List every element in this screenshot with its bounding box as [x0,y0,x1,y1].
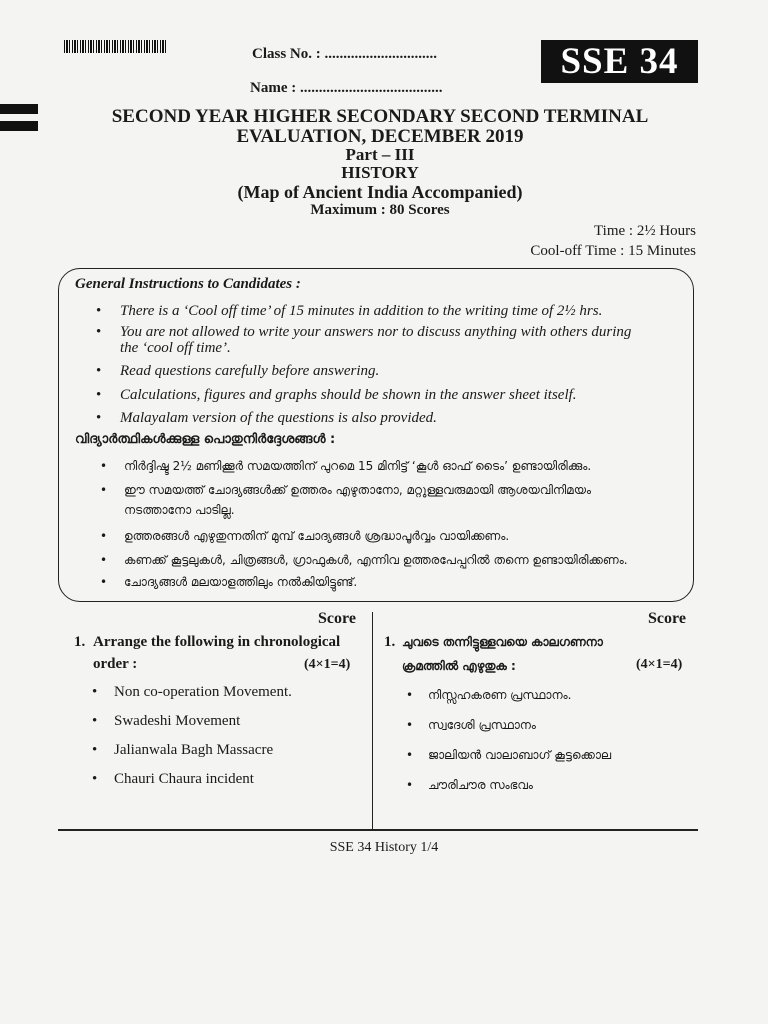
instruction-item [96,324,631,340]
option-text: സ്വദേശി പ്രസ്ഥാനം [428,718,536,732]
instruction-text: You are not allowed to write your answers nor to discuss anything with others during [120,324,632,340]
option-text: Swadeshi Movement [114,713,241,729]
bullet: • [100,575,108,589]
ml-instruction-item [100,482,591,498]
ml-instruction-text: ചോദ്യങ്ങൾ മലയാളത്തിലും നൽകിയിട്ടുണ്ട്. [124,575,358,589]
instruction-item [96,363,379,379]
ml-instruction-item [100,574,357,590]
barcode [64,40,166,53]
instruction-item [96,387,577,403]
column-divider [372,612,373,830]
question-line2-right: ക്രമത്തിൽ എഴുതുക : [402,659,516,673]
bullet: • [96,363,102,379]
bullet: • [96,303,102,319]
instruction-text: Calculations, figures and graphs should be shown in the answer sheet itself. [120,387,577,403]
option-item [406,688,571,703]
bullet: • [406,748,414,762]
instruction-item [96,303,602,319]
instruction-text: Read questions carefully before answering. [120,363,380,379]
option-item [406,778,533,793]
bullet: • [92,742,98,758]
exam-part: Part – III [345,145,415,164]
question-marks-right: (4×1=4) [636,657,683,672]
ml-instruction-text: നിർദ്ദിഷ്ട 2½ മണിക്കൂർ സമയത്തിന് പുറമെ 15 മിനിട്ട് ‘കൂൾ ഓഫ് ടൈം’ ഉണ്ടായിരിക്കും. [124,459,592,473]
bullet: • [96,410,102,426]
bullet: • [100,459,108,473]
option-text: നിസ്സഹകരണ പ്രസ്ഥാനം. [428,688,572,702]
question-number-left: 1. [74,634,86,650]
option-text: Chauri Chaura incident [114,771,254,787]
score-label-right: Score [648,610,686,627]
time-duration: Time : 2½ Hours [594,223,696,239]
bullet: • [406,688,414,702]
ml-instructions-heading: വിദ്യാർത്ഥികൾക്കുള്ള പൊതുനിർദ്ദേശങ്ങൾ : [75,432,336,447]
ml-instruction-item-continued: നടത്താനോ പാടില്ല. [124,503,235,517]
option-item [92,742,273,759]
option-text: ജാലിയൻ വാലാബാഗ് കൂട്ടക്കൊല [428,748,612,762]
ml-instruction-item [100,528,509,544]
question-line2-left: order : [93,656,138,672]
exam-title-line1: SECOND YEAR HIGHER SECONDARY SECOND TERMINAL [111,106,649,127]
option-text: Non co-operation Movement. [114,684,292,700]
instructions-heading: General Instructions to Candidates : [75,276,301,292]
option-item [406,748,611,763]
option-item [92,771,254,788]
page-footer: SSE 34 History 1/4 [329,840,439,855]
bullet: • [100,553,108,567]
option-item [406,718,536,733]
exam-subject: HISTORY [341,163,419,182]
bottom-rule [58,829,698,831]
paper-code-badge: SSE 34 [541,40,698,83]
ml-instruction-item [100,552,628,568]
bullet: • [92,713,98,729]
bullet: • [406,718,414,732]
question-number-right: 1. [384,634,396,650]
option-text: Jalianwala Bagh Massacre [114,742,274,758]
max-score: Maximum : 80 Scores [310,202,450,218]
ml-instruction-text: ഈ സമയത്ത് ചോദ്യങ്ങൾക്ക് ഉത്തരം എഴുതാനോ, മറ്റുള്ളവരുമായി ആശയവിനിമയം [124,483,592,497]
bullet: • [92,684,98,700]
ml-instruction-item [100,458,591,474]
score-label-left: Score [318,610,356,627]
cool-off-time: Cool-off Time : 15 Minutes [530,243,696,259]
instruction-item-continued: the ‘cool off time’. [120,340,231,356]
ml-instruction-text: കണക്ക് കൂട്ടലുകൾ, ചിത്രങ്ങൾ, ഗ്രാഫുകൾ, എന്നിവ ഉത്തരപേപ്പറിൽ തന്നെ ഉണ്ടായിരിക്കണം. [124,553,628,567]
ml-instruction-text: ഉത്തരങ്ങൾ എഴുതുന്നതിന് മുമ്പ് ചോദ്യങ്ങൾ ശ്രദ്ധാപൂർവ്വം വായിക്കണം. [124,529,510,543]
instruction-item [96,410,437,426]
registration-mark-bottom [0,121,38,131]
option-text: ചൗരിചൗര സംഭവം [428,778,533,792]
question-line1-left: Arrange the following in chronological [93,634,341,650]
bullet: • [100,529,108,543]
question-line1-right: ചുവടെ തന്നിട്ടുള്ളവയെ കാലഗണനാ [402,635,603,649]
bullet: • [406,778,414,792]
option-item [92,713,240,730]
bullet: • [96,324,102,340]
exam-title-line2: EVALUATION, DECEMBER 2019 [236,126,524,147]
registration-mark-top [0,104,38,114]
bullet: • [92,771,98,787]
bullet: • [96,387,102,403]
question-marks-left: (4×1=4) [304,657,351,672]
bullet: • [100,483,108,497]
class-no-field: Class No. : .............................. [252,46,438,62]
exam-note: (Map of Ancient India Accompanied) [237,182,523,202]
instruction-text: Malayalam version of the questions is also provided. [120,410,437,426]
option-item [92,684,292,701]
instruction-text: There is a ‘Cool off time’ of 15 minutes in addition to the writing time of 2½ hrs. [120,303,603,319]
name-field: Name : ...................................... [250,80,443,96]
